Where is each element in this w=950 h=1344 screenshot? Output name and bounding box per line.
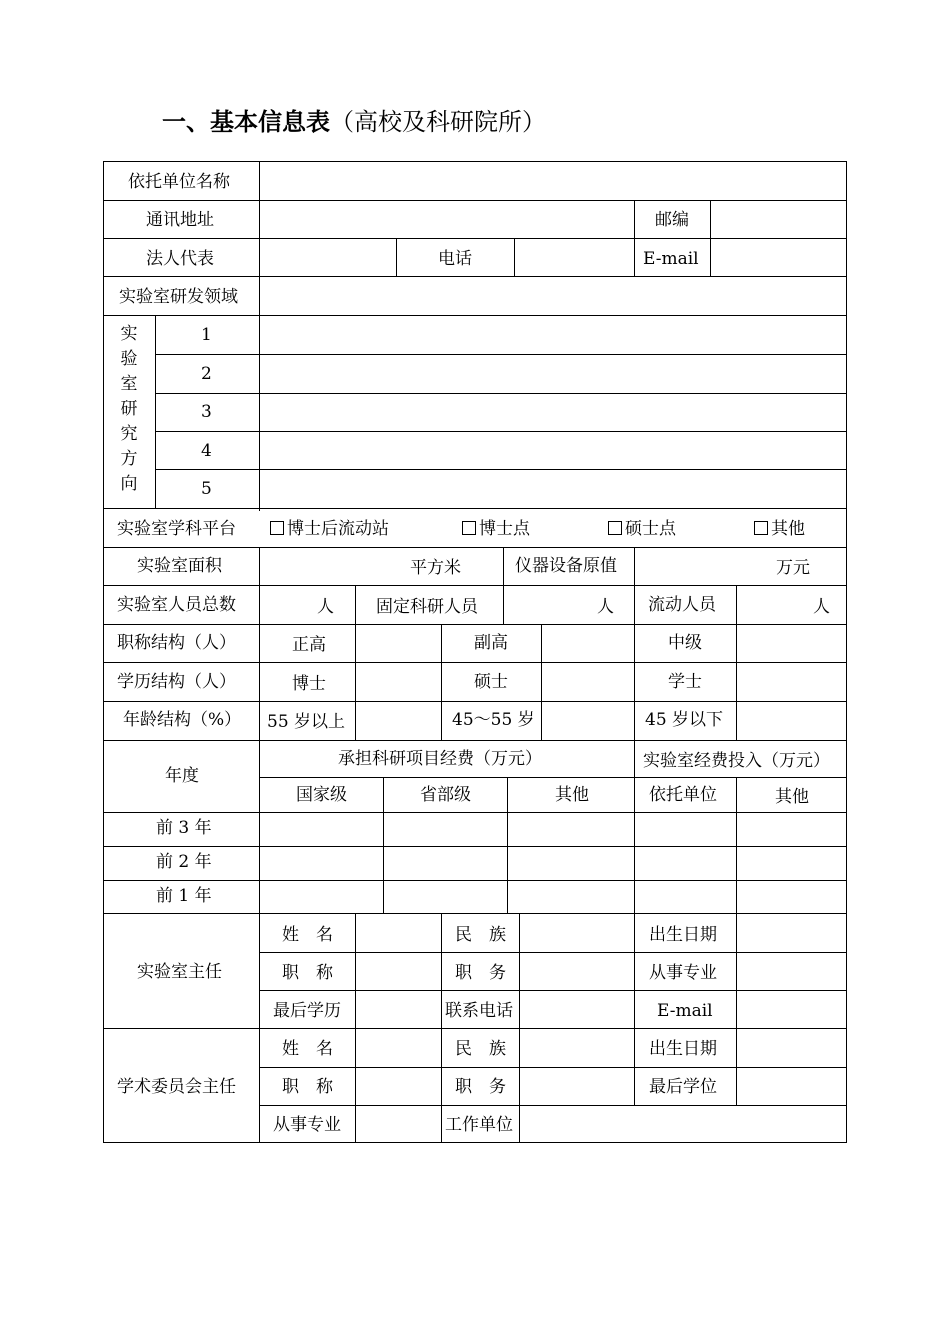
- label-research-direction: 实 验 室 研 究 方 向: [120, 324, 138, 494]
- label-legal-rep: 法人代表: [146, 249, 214, 269]
- unit-person: 人: [317, 597, 334, 617]
- unit-person: 人: [597, 597, 614, 617]
- dir-num: 2: [201, 364, 212, 384]
- label-job-title: 职 称: [282, 1077, 333, 1097]
- label-phone: 电话: [438, 249, 472, 269]
- label-name: 姓 名: [282, 925, 333, 945]
- label-age-struct: 年龄结构（%）: [123, 710, 242, 730]
- label-mobile-staff: 流动人员: [648, 595, 716, 615]
- label-contact-phone: 联系电话: [445, 1001, 513, 1021]
- label-other: 其他: [555, 785, 589, 805]
- label-other2: 其他: [775, 787, 809, 807]
- label-job-title: 职 称: [282, 963, 333, 983]
- label-age-45-55: 45～55 岁: [452, 710, 535, 730]
- label-edu-struct: 学历结构（人）: [117, 672, 236, 692]
- label-postcode: 邮编: [655, 210, 689, 230]
- label-last-degree: 最后学位: [649, 1077, 717, 1097]
- label-email2: E-mail: [657, 1001, 713, 1021]
- label-position: 职 务: [455, 1077, 506, 1097]
- label-age-55: 55 岁以上: [267, 712, 346, 732]
- label-title-struct: 职称结构（人）: [117, 633, 236, 653]
- label-email: E-mail: [643, 249, 699, 269]
- label-specialty2: 从事专业: [273, 1115, 341, 1135]
- label-year: 年度: [165, 766, 199, 786]
- label-ethnicity: 民 族: [455, 925, 506, 945]
- page-title: 一、基本信息表（高校及科研院所）: [162, 107, 546, 136]
- label-platform: 实验室学科平台: [117, 519, 236, 539]
- label-phd: 博士: [292, 674, 326, 694]
- label-fixed-staff: 固定科研人员: [376, 597, 478, 617]
- label-last-edu: 最后学历: [273, 1001, 341, 1021]
- label-age-45: 45 岁以下: [645, 710, 724, 730]
- label-host-unit: 依托单位名称: [128, 172, 230, 192]
- label-national: 国家级: [296, 785, 347, 805]
- checkbox-icon[interactable]: [270, 521, 284, 535]
- label-work-unit: 工作单位: [445, 1115, 513, 1135]
- label-host: 依托单位: [649, 785, 717, 805]
- checkbox-icon[interactable]: [754, 521, 768, 535]
- label-provincial: 省部级: [420, 785, 471, 805]
- dir-num: 3: [201, 402, 212, 422]
- checkbox-other[interactable]: 其他: [754, 521, 805, 538]
- area-unit: 平方米: [410, 558, 461, 578]
- label-rd-field: 实验室研发领域: [119, 287, 238, 307]
- label-year-2: 前 2 年: [156, 852, 212, 872]
- checkbox-icon[interactable]: [462, 521, 476, 535]
- dir-num: 4: [201, 441, 212, 461]
- label-name: 姓 名: [282, 1039, 333, 1059]
- label-ethnicity: 民 族: [455, 1039, 506, 1059]
- label-area: 实验室面积: [137, 556, 222, 576]
- unit-person: 人: [813, 597, 830, 617]
- checkbox-postdoc[interactable]: 博士后流动站: [270, 521, 389, 538]
- label-year-1: 前 1 年: [156, 886, 212, 906]
- label-year-3: 前 3 年: [156, 818, 212, 838]
- label-birth: 出生日期: [649, 925, 717, 945]
- label-bachelor: 学士: [668, 672, 702, 692]
- label-birth: 出生日期: [649, 1039, 717, 1059]
- checkbox-icon[interactable]: [608, 521, 622, 535]
- label-project-funds: 承担科研项目经费（万元）: [338, 749, 542, 769]
- checkbox-master[interactable]: 硕士点: [608, 521, 676, 538]
- label-specialty: 从事专业: [649, 963, 717, 983]
- equip-unit: 万元: [776, 558, 810, 578]
- label-committee: 学术委员会主任: [117, 1077, 236, 1097]
- label-director: 实验室主任: [137, 962, 222, 982]
- label-lab-funds: 实验室经费投入（万元）: [643, 751, 830, 771]
- label-vice-senior: 副高: [474, 633, 508, 653]
- dir-num: 1: [201, 325, 212, 345]
- label-position: 职 务: [455, 963, 506, 983]
- label-master: 硕士: [474, 672, 508, 692]
- label-address: 通讯地址: [146, 210, 214, 230]
- dir-num: 5: [201, 479, 212, 499]
- label-staff-total: 实验室人员总数: [117, 595, 236, 615]
- label-senior: 正高: [292, 635, 326, 655]
- label-equip: 仪器设备原值: [515, 556, 617, 576]
- label-mid: 中级: [668, 633, 702, 653]
- checkbox-phd[interactable]: 博士点: [462, 521, 530, 538]
